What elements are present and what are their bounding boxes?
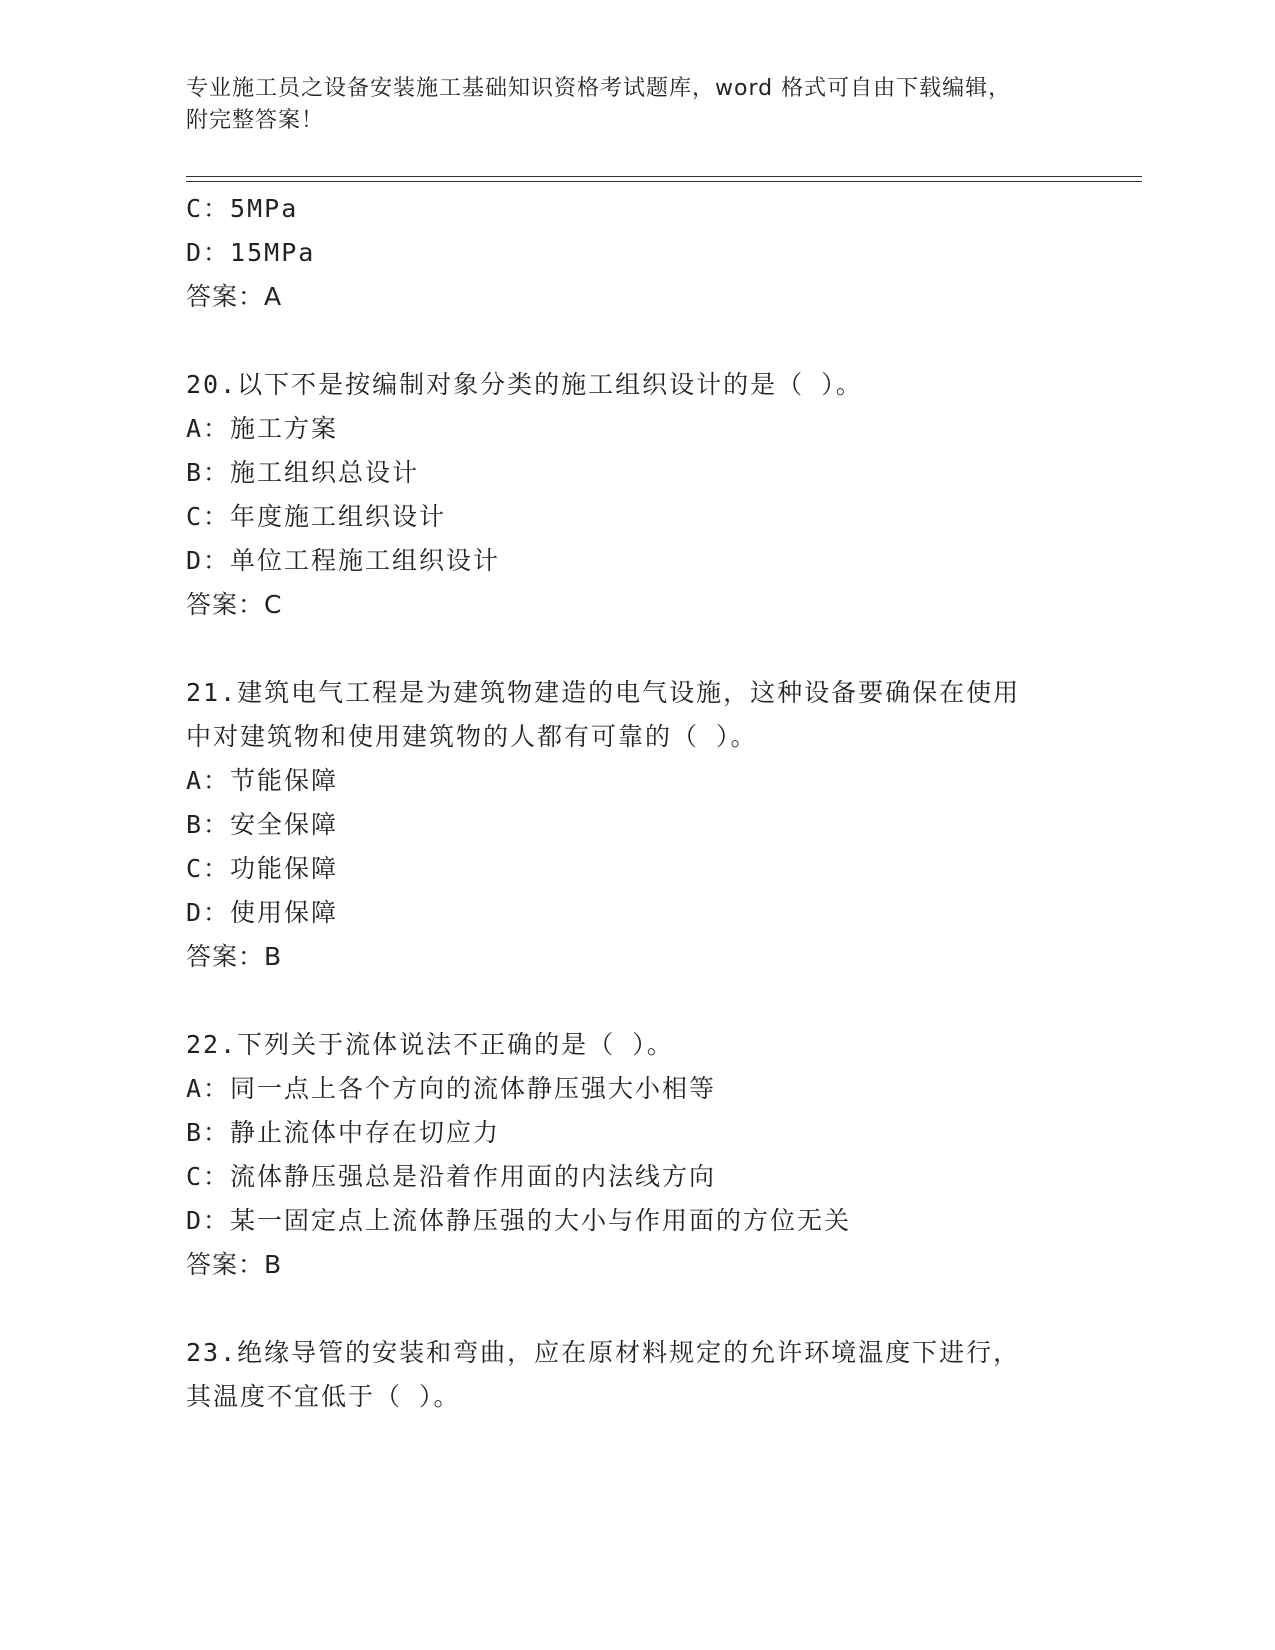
q21-option-a: A：节能保障 [186, 766, 339, 795]
q22-option-d: D：某一固定点上流体静压强的大小与作用面的方位无关 [186, 1206, 852, 1235]
header-line-1: 专业施工员之设备安装施工基础知识资格考试题库，word 格式可自由下载编辑， [186, 76, 1012, 101]
q22-answer: 答案：B [186, 1250, 283, 1279]
q21-question-line-2: 中对建筑物和使用建筑物的人都有可靠的（ ）。 [186, 722, 758, 751]
q21-question-line-1: 21.建筑电气工程是为建筑物建造的电气设施，这种设备要确保在使用 [186, 678, 1021, 707]
q23-question-line-2: 其温度不宜低于（ ）。 [186, 1382, 461, 1411]
q20-option-d: D：单位工程施工组织设计 [186, 546, 501, 575]
q23-question-line-1: 23.绝缘导管的安装和弯曲，应在原材料规定的允许环境温度下进行， [186, 1338, 1021, 1367]
q19-option-d: D：15MPa [186, 238, 316, 267]
q21-option-c: C：功能保障 [186, 854, 339, 883]
q20-option-a: A：施工方案 [186, 414, 339, 443]
q21-answer: 答案：B [186, 942, 283, 971]
q21-option-d: D：使用保障 [186, 898, 339, 927]
q20-option-c: C：年度施工组织设计 [186, 502, 447, 531]
q19-answer: 答案：A [186, 282, 283, 311]
q22-option-c: C：流体静压强总是沿着作用面的内法线方向 [186, 1162, 717, 1191]
header-divider-top [186, 176, 1142, 177]
q19-option-c: C：5MPa [186, 194, 299, 223]
q21-option-b: B：安全保障 [186, 810, 339, 839]
q20-option-b: B：施工组织总设计 [186, 458, 420, 487]
q22-option-b: B：静止流体中存在切应力 [186, 1118, 501, 1147]
header-divider-bottom [186, 181, 1142, 182]
document-header [186, 73, 1066, 137]
q20-question: 20.以下不是按编制对象分类的施工组织设计的是（ ）。 [186, 370, 863, 399]
q22-question: 22.下列关于流体说法不正确的是（ ）。 [186, 1030, 674, 1059]
header-line-2: 附完整答案！ [186, 108, 325, 133]
q20-answer: 答案：C [186, 590, 283, 619]
q22-option-a: A：同一点上各个方向的流体静压强大小相等 [186, 1074, 717, 1103]
